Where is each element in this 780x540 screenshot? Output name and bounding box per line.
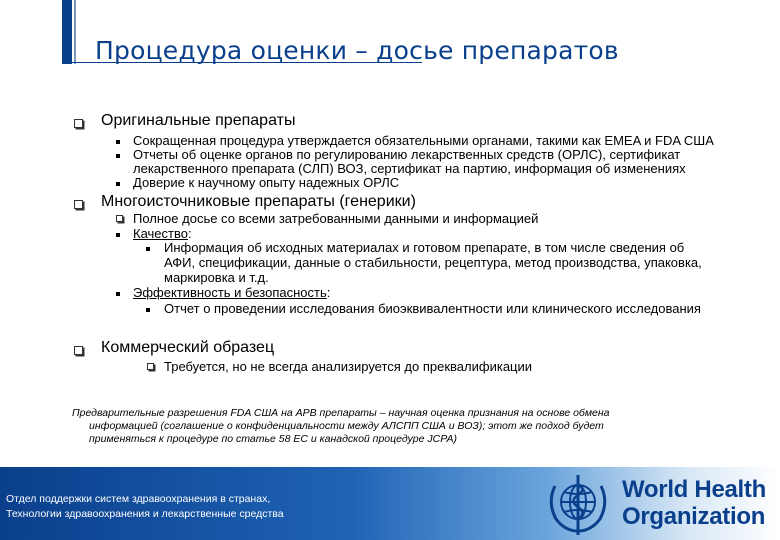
list-item: Требуется, но не всегда анализируется до преквалификации <box>164 359 533 374</box>
title-accent-bar <box>62 0 72 64</box>
list-item-continuation: лекарственного препарата (СЛП) ВОЗ, сертификат на партию, информация об изменениях <box>133 161 686 176</box>
list-item: Сокращенная процедура утверждается обязательными органами, такими как EMEA и FDA США <box>133 133 714 148</box>
bullet-icon <box>116 292 120 296</box>
who-emblem-icon <box>543 471 613 537</box>
who-logo-line2: Organization <box>622 503 766 530</box>
list-item-continuation: АФИ, спецификации, данные о стабильности, рецептура, метод производства, упаковка, <box>164 255 702 270</box>
who-logo-line1: World Health <box>622 476 766 503</box>
checkbox-bullet-icon <box>74 346 83 355</box>
list-item: Доверие к научному опыту надежных ОРЛС <box>133 175 400 190</box>
efficacy-item: Эффективность и безопасность: <box>133 285 331 300</box>
list-item: Полное досье со всеми затребованными данными и информацией <box>133 211 539 226</box>
section-heading-commercial: Коммерческий образец <box>101 339 275 356</box>
quality-item: Качество: <box>133 226 192 241</box>
footnote-line: применяться к процедуре по статье 58 ЕС и канадской процедуре JCPA) <box>89 433 457 445</box>
list-item: Отчет о проведении исследования биоэквивалентности или клинического исследования <box>164 301 701 316</box>
footer-department-line2: Технологии здравоохранения и лекарственные средства <box>6 508 284 520</box>
footnote-line: Предварительные разрешения FDA США на АРВ препараты – научная оценка признания на основе обмена <box>72 407 610 419</box>
footer-department-line1: Отдел поддержки систем здравоохранения в странах, <box>6 493 271 505</box>
bullet-icon <box>146 308 150 312</box>
page-title: Процедура оценки – досье препаратов <box>95 36 619 65</box>
footnote-line: информацией (соглашение о конфиденциальности между АЛСПП США и ВОЗ); этот же подход будет <box>89 420 604 432</box>
bullet-icon <box>116 154 120 158</box>
checkbox-bullet-icon <box>116 215 123 222</box>
checkbox-bullet-icon <box>74 200 83 209</box>
list-item: Информация об исходных материалах и готовом препарате, в том числе сведения об <box>164 240 685 255</box>
footnote <box>72 407 732 446</box>
section-heading-generics: Многоисточниковые препараты (генерики) <box>101 193 416 210</box>
title-accent-bar-thin <box>74 0 76 64</box>
checkbox-bullet-icon <box>147 363 154 370</box>
checkbox-bullet-icon <box>74 119 83 128</box>
quality-label: Качество <box>133 226 188 241</box>
list-item: Отчеты об оценке органов по регулированию лекарственных средств (ОРЛС), сертификат <box>133 147 681 162</box>
bullet-icon <box>116 140 120 144</box>
bullet-icon <box>116 182 120 186</box>
section-heading-originals: Оригинальные препараты <box>101 112 296 129</box>
list-item-continuation: маркировка и т.д. <box>164 270 269 285</box>
efficacy-label: Эффективность и безопасность <box>133 285 327 300</box>
bullet-icon <box>146 247 150 251</box>
bullet-icon <box>116 233 120 237</box>
